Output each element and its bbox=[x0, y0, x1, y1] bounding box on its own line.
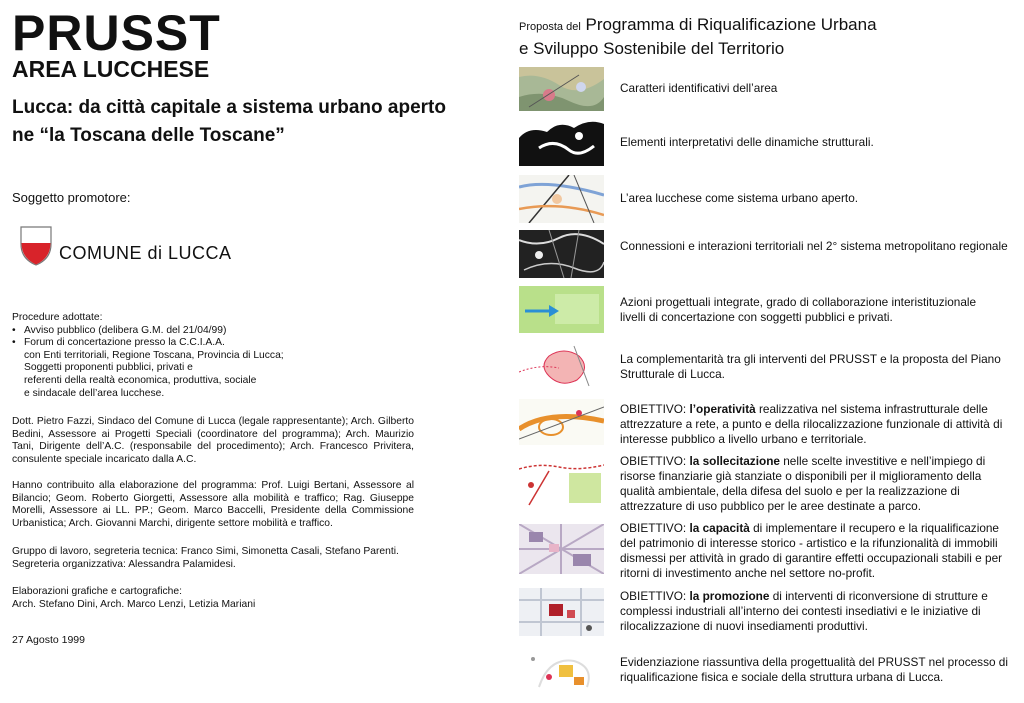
comune-name: COMUNE di LUCCA bbox=[59, 243, 232, 263]
graphics-credits-label: Elaborazioni grafiche e cartografiche: bbox=[12, 586, 182, 597]
objective-item: OBIETTIVO: la promozione di interventi di riconversione di strutture e complessi industriali all’interno dei contesti insediativi e le iniziative di rilocalizzazione di nuovi insediamenti produttivi. bbox=[620, 589, 988, 633]
objective-item: OBIETTIVO: l’operatività realizzativa nel sistema infrastrutturale delle attrezzature a rete, a punto e della rilocalizzazione funzionale di attività di interesse pubblico a livello urbano e territoriale. bbox=[620, 402, 1003, 446]
document-date: 27 Agosto 1999 bbox=[12, 634, 85, 646]
procedure-item: • Forum di concertazione presso la C.C.I.A.A. con Enti territoriali, Regione Toscana, Provincia di Lucca; Soggetti proponenti pubblici, privati e referenti della realtà economica, produttiva, sociale e sindacale dell’area lucchese. bbox=[12, 337, 482, 400]
map-thumbnail-3 bbox=[519, 175, 604, 223]
map-thumbnail-11 bbox=[519, 647, 604, 695]
section-item: La complementarità tra gli interventi del PRUSST e la proposta del Piano Strutturale di Lucca. bbox=[620, 352, 1001, 381]
graphics-credits bbox=[12, 586, 472, 611]
page-subtitle: AREA LUCCHESE bbox=[12, 56, 210, 82]
map-thumbnail-2 bbox=[519, 118, 604, 166]
map-thumbnail-6 bbox=[519, 342, 604, 389]
working-group-line: Gruppo di lavoro, segreteria tecnica: Franco Simi, Simonetta Casali, Stefano Parenti. bbox=[12, 546, 399, 557]
contributors-paragraph: Hanno contribuito alla elaborazione del programma: Prof. Luigi Bertani, Assessore al Bilancio; Geom. Roberto Giorgetti, Assessore alla mobilità e traffico; Rag. Giuseppe Morelli, Assessore ai LL. PP.; Geom. Marco Baccelli, Presidente della Commissione Urbanistica; Arch. Giovanni Marchi, dirigente settore mobilità e traffico. bbox=[12, 480, 414, 529]
section-item: Evidenziazione riassuntiva della progettualità del PRUSST nel processo di riqualificazione fisica e sociale della struttura urbana di Lucca. bbox=[620, 655, 1008, 684]
map-thumbnail-10 bbox=[519, 588, 604, 636]
right-title bbox=[519, 14, 1019, 60]
right-title-prefix: Proposta del bbox=[519, 21, 581, 33]
page-title: PRUSST bbox=[12, 5, 221, 61]
graphics-credits-names: Arch. Stefano Dini, Arch. Marco Lenzi, Letizia Mariani bbox=[12, 598, 256, 610]
right-title-line2: e Sviluppo Sostenibile del Territorio bbox=[519, 39, 785, 58]
section-item: Azioni progettuali integrate, grado di collaborazione interistituzionale livelli di concertazione con soggetti pubblici e privati. bbox=[620, 295, 977, 324]
promoter-label: Soggetto promotore: bbox=[12, 190, 131, 205]
objective-item: OBIETTIVO: la sollecitazione nelle scelte investitive e nell’impiego di risorse finanziarie già stanziate o disponibili per il miglioramento della qualità ambientale, della difesa del suolo e per la realizzazione di attrezzature di uso pubblico per le aree destinate a parco. bbox=[620, 454, 986, 513]
section-item: Elementi interpretativi delle dinamiche strutturali. bbox=[620, 135, 874, 149]
section-item: L’area lucchese come sistema urbano aperto. bbox=[620, 191, 859, 205]
section-item: Caratteri identificativi dell’area bbox=[620, 81, 778, 95]
working-group bbox=[12, 546, 472, 571]
procedure-section bbox=[12, 312, 482, 400]
right-title-line1: Programma di Riqualificazione Urbana bbox=[585, 15, 877, 34]
map-thumbnail-1 bbox=[519, 67, 604, 111]
people-paragraph: Dott. Pietro Fazzi, Sindaco del Comune di Lucca (legale rappresentante); Arch. Gilberto Bedini, Assessore ai Progetti Speciali (coordinatore del programma); Arch. Maurizio Tani, Dirigente dell’A.C. (responsabile del procedimento); Arch. Francesco Privitera, consulente speciale incaricato dalla A.C. bbox=[12, 416, 414, 465]
tagline bbox=[12, 94, 492, 150]
map-thumbnail-8 bbox=[519, 455, 604, 508]
shield-icon bbox=[20, 226, 52, 266]
working-group-line: Segreteria organizzativa: Alessandra Palamidesi. bbox=[12, 558, 236, 570]
tagline-line: ne “la Toscana delle Toscane” bbox=[12, 125, 285, 146]
map-thumbnail-4 bbox=[519, 230, 604, 278]
map-thumbnail-9 bbox=[519, 524, 604, 574]
tagline-line: Lucca: da città capitale a sistema urbano aperto bbox=[12, 97, 446, 118]
objective-item: OBIETTIVO: la capacità di implementare il recupero e la riqualificazione del patrimonio di interesse storico - artistico e la rifunzionalità di immobili dismessi per attività in grado di garantire effetti occupazionali stabili e per ritorni di investimento anche nel settore no-profit. bbox=[620, 521, 1003, 580]
procedure-item: • Avviso pubblico (delibera G.M. del 21/04/99) bbox=[12, 325, 482, 338]
map-thumbnail-5 bbox=[519, 286, 604, 333]
procedure-title: Procedure adottate: bbox=[12, 312, 103, 323]
section-item: Connessioni e interazioni territoriali nel 2° sistema metropolitano regionale bbox=[620, 239, 1008, 253]
map-thumbnail-7 bbox=[519, 399, 604, 445]
